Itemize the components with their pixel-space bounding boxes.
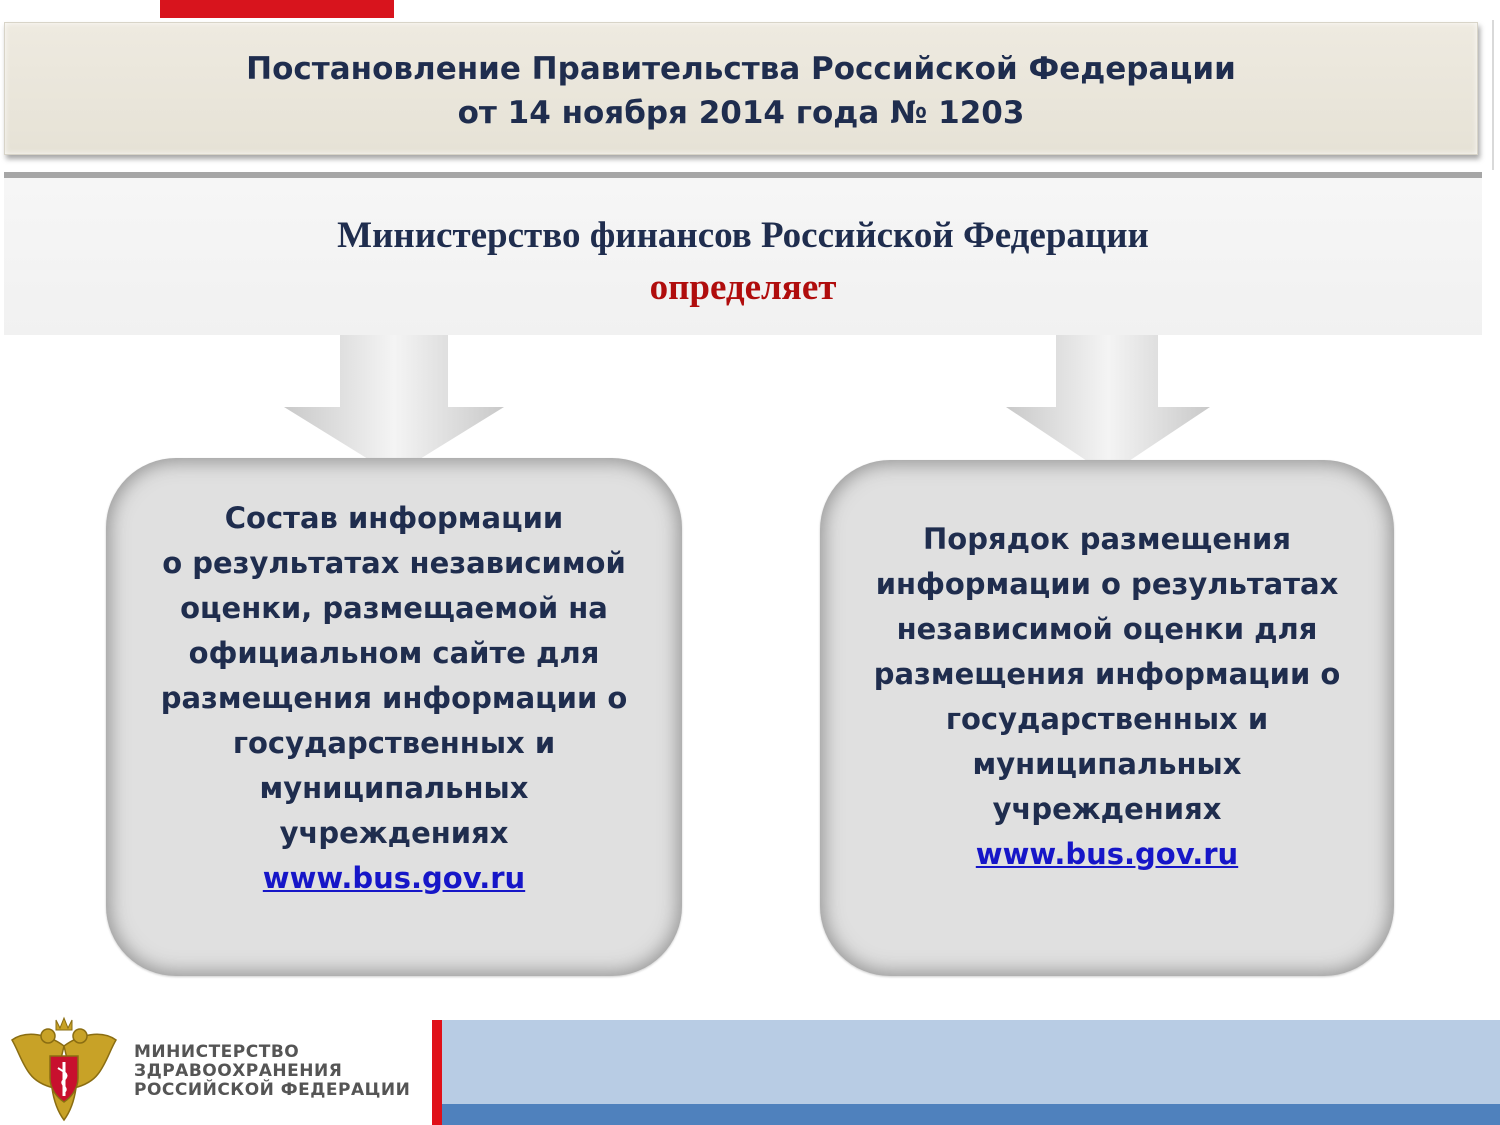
- composition-line: государственных и: [232, 726, 556, 760]
- procedure-line: муниципальных: [972, 747, 1242, 781]
- composition-line: оценки, размещаемой на: [180, 591, 608, 625]
- procedure-line: государственных и: [945, 702, 1269, 736]
- resolution-title-box: [4, 22, 1478, 155]
- composition-line: размещения информации о: [160, 681, 628, 715]
- composition-line: учреждениях: [279, 816, 509, 850]
- procedure-line: Порядок размещения: [923, 522, 1291, 556]
- procedure-line: информации о результатах: [875, 567, 1339, 601]
- resolution-title-line2: от 14 ноября 2014 года № 1203: [457, 95, 1025, 131]
- composition-line: Состав информации: [224, 501, 564, 535]
- procedure-line: учреждениях: [992, 792, 1222, 826]
- footer-org-line: МИНИСТЕРСТВО: [134, 1042, 300, 1062]
- ministry-banner: [4, 172, 1482, 335]
- resolution-title-line1: Постановление Правительства Российской Федерации: [246, 51, 1236, 87]
- procedure-line: независимой оценки для: [896, 612, 1318, 646]
- footer-org-line: РОССИЙСКОЙ ФЕДЕРАЦИИ: [134, 1080, 411, 1100]
- bus-gov-link-right[interactable]: www.bus.gov.ru: [975, 837, 1239, 871]
- ministry-verb: определяет: [649, 267, 837, 308]
- footer-red-divider: [432, 1020, 442, 1125]
- composition-line: муниципальных: [259, 771, 529, 805]
- composition-line: о результатах независимой: [162, 546, 626, 580]
- double-headed-eagle-emblem-icon: [8, 1016, 120, 1124]
- top-red-accent-bar: [160, 0, 394, 18]
- composition-line: официальном сайте для: [188, 636, 600, 670]
- footer-org-name: [134, 1043, 410, 1100]
- footer-org-line: ЗДРАВООХРАНЕНИЯ: [134, 1061, 343, 1081]
- composition-info-box: [106, 458, 682, 976]
- footer-dark-band: [442, 1104, 1500, 1125]
- procedure-line: размещения информации о: [873, 657, 1341, 691]
- procedure-info-box: [820, 460, 1394, 976]
- right-edge-line: [1492, 20, 1494, 170]
- arrow-down-left-icon: [282, 335, 506, 477]
- arrow-down-right-icon: [1004, 335, 1212, 477]
- bus-gov-link-left[interactable]: www.bus.gov.ru: [262, 861, 526, 895]
- ministry-name: Министерство финансов Российской Федерации: [337, 215, 1149, 256]
- footer-light-band: [442, 1020, 1500, 1104]
